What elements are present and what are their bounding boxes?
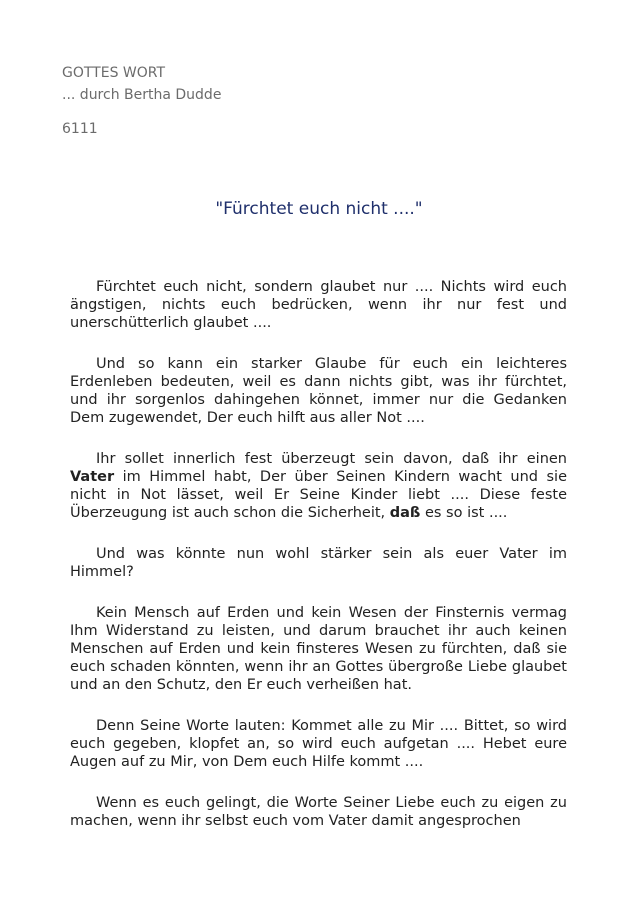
paragraph-1: Fürchtet euch nicht, sondern glaubet nur .... Nichts wird euch ängstigen, nichts euch bedrücken, wenn ihr nur fest und unerschütterlich glaubet ....	[70, 279, 567, 331]
paragraph-3-part-b: im Himmel habt, Der über Seinen Kindern wacht und sie nicht in Not lässet, weil Er Seine Kinder liebt .... Diese feste Überzeugung ist auch schon die Sicherheit,	[70, 469, 567, 521]
document-number: 6111	[62, 121, 98, 137]
emphasis-vater: Vater	[70, 469, 115, 485]
paragraph-7: Wenn es euch gelingt, die Worte Seiner Liebe euch zu eigen zu machen, wenn ihr selbst euch vom Vater damit angesprochen	[70, 795, 567, 829]
paragraph-3-part-a: Ihr sollet innerlich fest überzeugt sein davon, daß ihr einen	[96, 451, 567, 467]
paragraph-2: Und so kann ein starker Glaube für euch ein leichteres Erdenleben bedeuten, weil es dann nichts gibt, was ihr fürchtet, und ihr sorgenlos dahingehen könnet, immer nur die Gedanken Dem zugewendet, Der euch hilft aus aller Not ....	[70, 356, 567, 426]
paragraph-3-part-c: es so ist ....	[420, 505, 508, 521]
source-label: GOTTES WORT	[62, 65, 166, 81]
paragraph-5: Kein Mensch auf Erden und kein Wesen der Finsternis vermag Ihm Widerstand zu leisten, und darum brauchet ihr auch keinen Menschen auf Erden und kein finsteres Wesen zu fürchten, daß sie euch schaden könnten, wenn ihr an Gottes übergroße Liebe glaubet und an den Schutz, den Er euch verheißen hat.	[70, 605, 567, 693]
document-body	[70, 278, 567, 853]
document-header	[62, 62, 221, 140]
emphasis-dass: daß	[389, 505, 421, 521]
author-label: ... durch Bertha Dudde	[62, 87, 222, 103]
paragraph-6: Denn Seine Worte lauten: Kommet alle zu Mir .... Bittet, so wird euch gegeben, klopfet an, so wird euch aufgetan .... Hebet eure Augen auf zu Mir, von Dem euch Hilfe kommt ....	[70, 718, 567, 770]
paragraph-3	[70, 450, 567, 522]
paragraph-4: Und was könnte nun wohl stärker sein als euer Vater im Himmel?	[70, 546, 567, 580]
page-title: "Fürchtet euch nicht ...."	[215, 199, 423, 219]
